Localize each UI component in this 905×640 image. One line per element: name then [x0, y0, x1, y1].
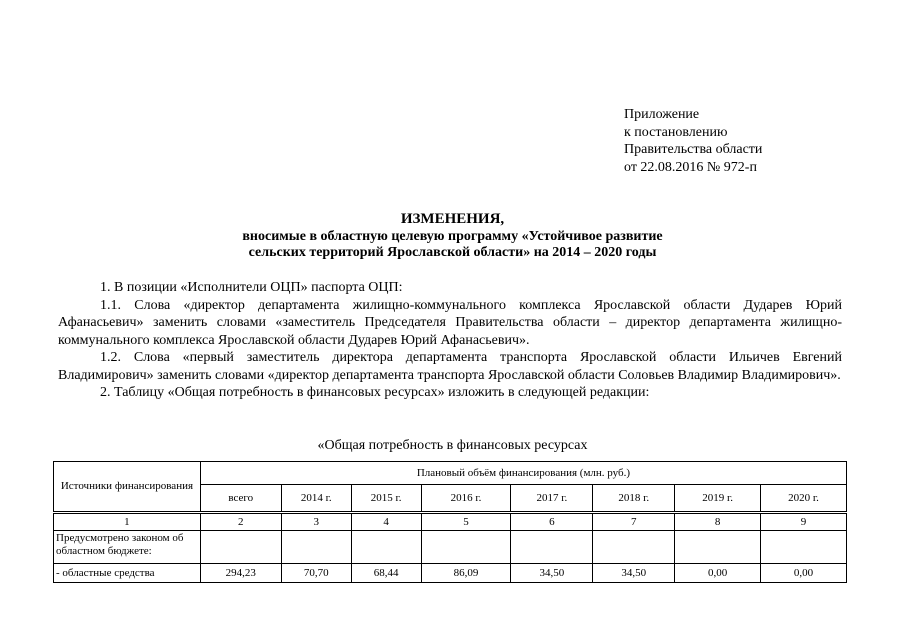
paragraph-1-1: 1.1. Слова «директор департамента жилищно-коммунального комплекса Ярославской области Дударев Юрий Афанасьевич» заменить словами «заместитель Председателя Правительства области – директор департамента жилищно-коммунального комплекса Ярославской области Дударев Юрий Афанасьевич».: [58, 297, 842, 348]
header-planned-volume: Плановый объём финансирования (млн. руб.): [200, 462, 846, 485]
header-year: 2017 г.: [511, 485, 593, 513]
table-cell: 86,09: [421, 564, 511, 583]
table-cell: 294,23: [200, 564, 281, 583]
table-cell: [421, 531, 511, 564]
appendix-line: Правительства области: [624, 142, 763, 157]
document-title: [0, 211, 905, 262]
title-subline: вносимые в областную целевую программу «Устойчивое развитие: [242, 228, 663, 244]
header-year: 2015 г.: [351, 485, 421, 513]
column-number: 1: [54, 513, 201, 531]
table-row: [54, 531, 847, 564]
header-year: 2019 г.: [675, 485, 761, 513]
table-caption: «Общая потребность в финансовых ресурсах: [317, 438, 588, 453]
column-number: 4: [351, 513, 421, 531]
appendix-line: Приложение: [624, 107, 700, 122]
table-cell: [761, 531, 847, 564]
table-cell: 34,50: [593, 564, 675, 583]
header-year: 2018 г.: [593, 485, 675, 513]
header-year: 2014 г.: [281, 485, 351, 513]
column-number: 7: [593, 513, 675, 531]
paragraph-2: 2. Таблицу «Общая потребность в финансовых ресурсах» изложить в следующей редакции:: [100, 385, 650, 400]
column-number: 9: [761, 513, 847, 531]
title-subline: сельских территорий Ярославской области» на 2014 – 2020 годы: [248, 245, 657, 260]
row-label: Предусмотрено законом об областном бюджете:: [54, 531, 201, 564]
appendix-date-line: от 22.08.2016 № 972-п: [624, 159, 757, 175]
table-row: [54, 564, 847, 583]
column-number: 6: [511, 513, 593, 531]
table-cell: 0,00: [675, 564, 761, 583]
column-number: 8: [675, 513, 761, 531]
table-cell: [593, 531, 675, 564]
paragraph-1-2: 1.2. Слова «первый заместитель директора департамента транспорта Ярославской области Ильичев Евгений Владимирович» заменить словами «директор департамента транспорта Ярославской области Соловьев Владимир Владимирович».: [58, 350, 842, 383]
table-cell: [200, 531, 281, 564]
table-cell: [351, 531, 421, 564]
title-main: ИЗМЕНЕНИЯ,: [400, 211, 505, 227]
header-year: 2020 г.: [761, 485, 847, 513]
financing-table: [53, 461, 847, 583]
table-cell: 70,70: [281, 564, 351, 583]
header-funding-source: Источники финансирования: [54, 462, 201, 513]
appendix-line: к постановлению: [624, 124, 728, 140]
table-cell: 34,50: [511, 564, 593, 583]
appendix-header: [624, 106, 884, 176]
column-number: 3: [281, 513, 351, 531]
document-body: [58, 279, 842, 402]
table-cell: [675, 531, 761, 564]
table-cell: 0,00: [761, 564, 847, 583]
table-cell: [281, 531, 351, 564]
row-label: - областные средства: [54, 564, 201, 583]
table-cell: [511, 531, 593, 564]
header-year: 2016 г.: [421, 485, 511, 513]
column-number: 5: [421, 513, 511, 531]
table-cell: 68,44: [351, 564, 421, 583]
header-total: всего: [200, 485, 281, 513]
paragraph-1: 1. В позиции «Исполнители ОЦП» паспорта ОЦП:: [100, 280, 403, 295]
column-number: 2: [200, 513, 281, 531]
